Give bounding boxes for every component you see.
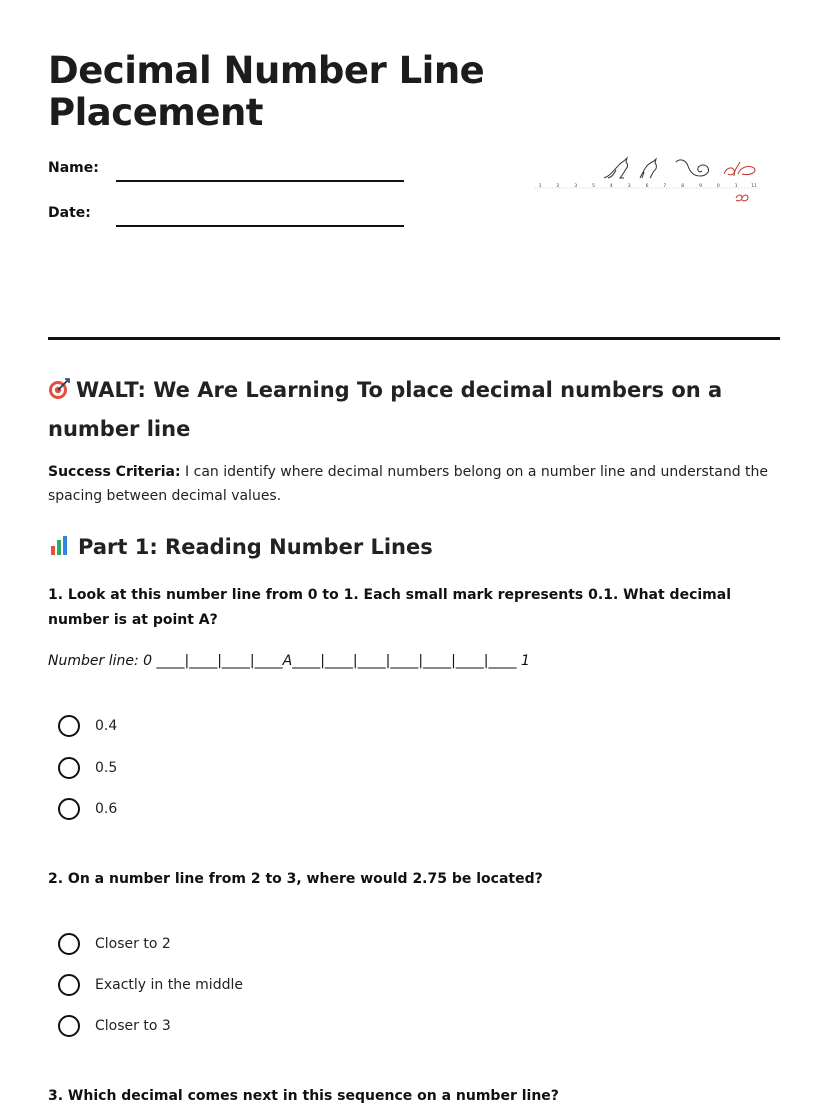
hero-tick-label: 8 <box>681 184 685 189</box>
option-label: Closer to 2 <box>95 936 171 952</box>
success-criteria <box>48 460 768 508</box>
radio-button[interactable] <box>58 1015 80 1037</box>
radio-button[interactable] <box>58 715 80 737</box>
hero-tick-label: 1 <box>734 184 738 189</box>
name-field[interactable] <box>116 180 404 182</box>
option-label: Closer to 3 <box>95 1018 171 1034</box>
part1-heading-text: Part 1: Reading Number Lines <box>78 535 433 559</box>
radio-button[interactable] <box>58 933 80 955</box>
success-criteria-label: Success Criteria: <box>48 464 181 480</box>
number-line-animals-illustration <box>528 148 768 214</box>
walt-heading <box>48 372 788 447</box>
q2-option-2[interactable] <box>58 973 243 997</box>
question-1-number-line: Number line: 0 ____|____|____|____A____|____|____|____|____|____|____ 1 <box>48 653 530 669</box>
q2-option-3[interactable] <box>58 1014 171 1038</box>
radio-button[interactable] <box>58 974 80 996</box>
option-label: Exactly in the middle <box>95 977 243 993</box>
option-label: 0.4 <box>95 718 118 734</box>
radio-button[interactable] <box>58 798 80 820</box>
target-icon <box>48 375 76 411</box>
hero-tick-label: 9 <box>699 184 702 189</box>
q1-option-2[interactable] <box>58 756 117 780</box>
radio-button[interactable] <box>58 757 80 779</box>
hero-tick-label: 6 <box>645 184 649 189</box>
hero-tick-label: 4 <box>609 184 613 189</box>
bar-chart-icon <box>48 533 78 567</box>
date-label: Date: <box>48 205 91 221</box>
question-2: 2. On a number line from 2 to 3, where would 2.75 be located? <box>48 871 543 887</box>
hero-tick-label: 1 <box>538 184 542 189</box>
option-label: 0.5 <box>95 760 118 776</box>
option-label: 0.6 <box>95 801 118 817</box>
hero-tick-label: 3 <box>627 184 631 189</box>
q2-option-1[interactable] <box>58 932 171 956</box>
date-field[interactable] <box>116 225 404 227</box>
q1-option-1[interactable] <box>58 714 117 738</box>
hero-tick-label: 5 <box>592 184 595 189</box>
hero-tick-label: 7 <box>663 184 667 189</box>
hero-tick-label: 11 <box>751 184 757 189</box>
success-criteria-text: I can identify where decimal numbers belong on a number line and understand the spacing between decimal values. <box>48 464 769 504</box>
page-title: Decimal Number Line Placement <box>48 49 485 134</box>
q1-option-3[interactable] <box>58 797 117 821</box>
section-divider <box>48 337 780 340</box>
walt-text: WALT: We Are Learning To place decimal numbers on a number line <box>48 378 723 441</box>
name-label: Name: <box>48 160 99 176</box>
hero-tick-label: 2 <box>556 184 560 189</box>
question-3: 3. Which decimal comes next in this sequence on a number line? <box>48 1088 559 1104</box>
hero-tick-label: 3 <box>574 184 578 189</box>
question-1: 1. Look at this number line from 0 to 1. Each small mark represents 0.1. What decimal number is at point A? <box>48 587 732 628</box>
part1-heading <box>48 530 433 567</box>
hero-tick-label: 0 <box>716 184 720 189</box>
